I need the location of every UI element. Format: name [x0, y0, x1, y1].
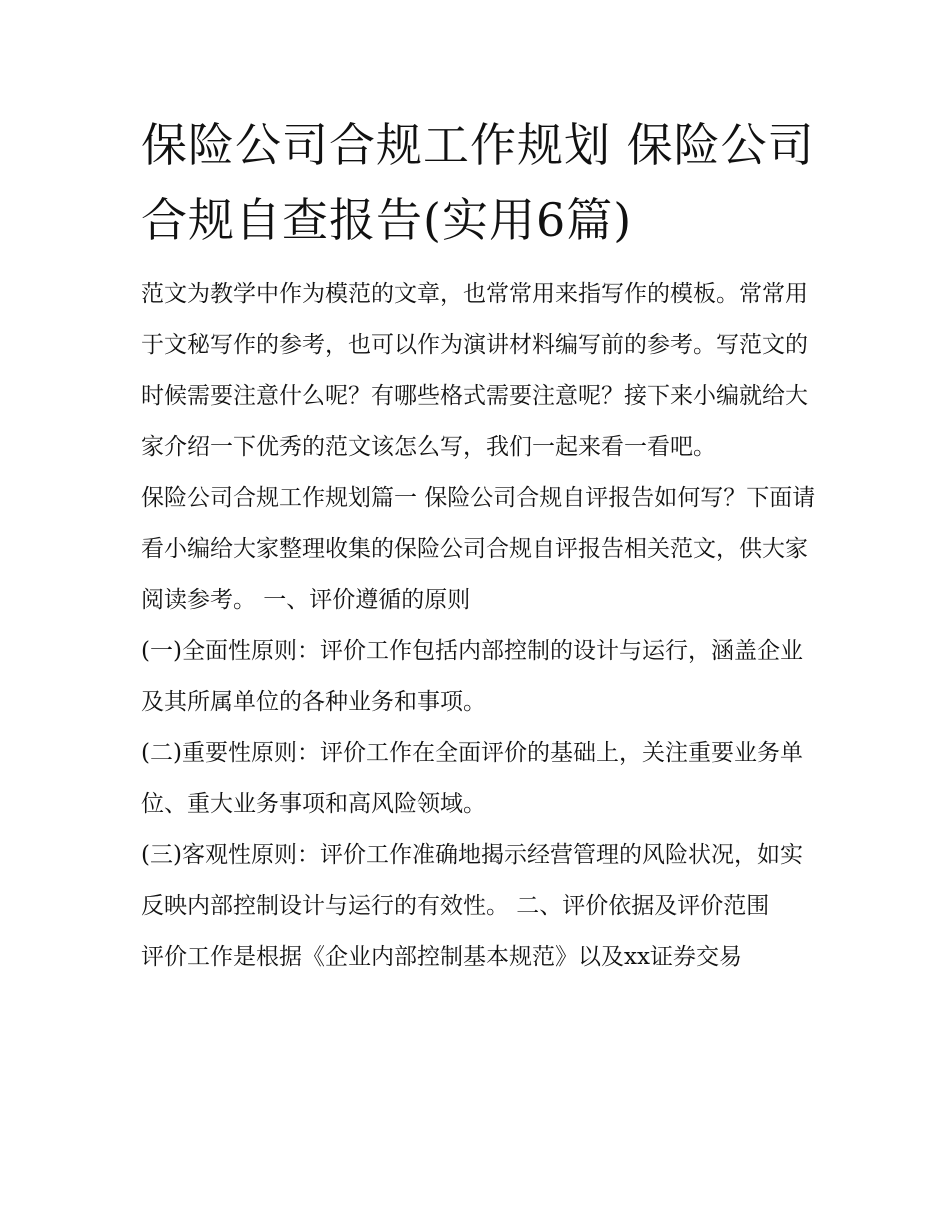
- paragraph-principle-importance: (二)重要性原则：评价工作在全面评价的基础上，关注重要业务单位、重大业务事项和高风险领域。: [141, 740, 803, 817]
- paragraph-principle-comprehensive: (一)全面性原则：评价工作包括内部控制的设计与运行，涵盖企业及其所属单位的各种业务和事项。: [141, 638, 803, 715]
- paragraph-principle-objectivity: (三)客观性原则：评价工作准确地揭示经营管理的风险状况，如实反映内部控制设计与运行的有效性。 二、评价依据及评价范围: [141, 842, 803, 919]
- document-page: [141, 108, 816, 983]
- paragraph-section-one: 保险公司合规工作规划篇一 保险公司合规自评报告如何写？下面请看小编给大家整理收集的保险公司合规自评报告相关范文，供大家阅读参考。 一、评价遵循的原则: [141, 485, 816, 613]
- paragraph-intro: 范文为教学中作为模范的文章，也常常用来指写作的模板。常常用于文秘写作的参考，也可以作为演讲材料编写前的参考。写范文的时候需要注意什么呢？有哪些格式需要注意呢？接下来小编就给大家介绍一下优秀的范文该怎么写，我们一起来看一看吧。: [141, 281, 808, 460]
- paragraph-evaluation-basis: 评价工作是根据《企业内部控制基本规范》以及xx证券交易: [141, 944, 742, 970]
- document-title: 保险公司合规工作规划 保险公司合规自查报告(实用6篇): [141, 118, 815, 247]
